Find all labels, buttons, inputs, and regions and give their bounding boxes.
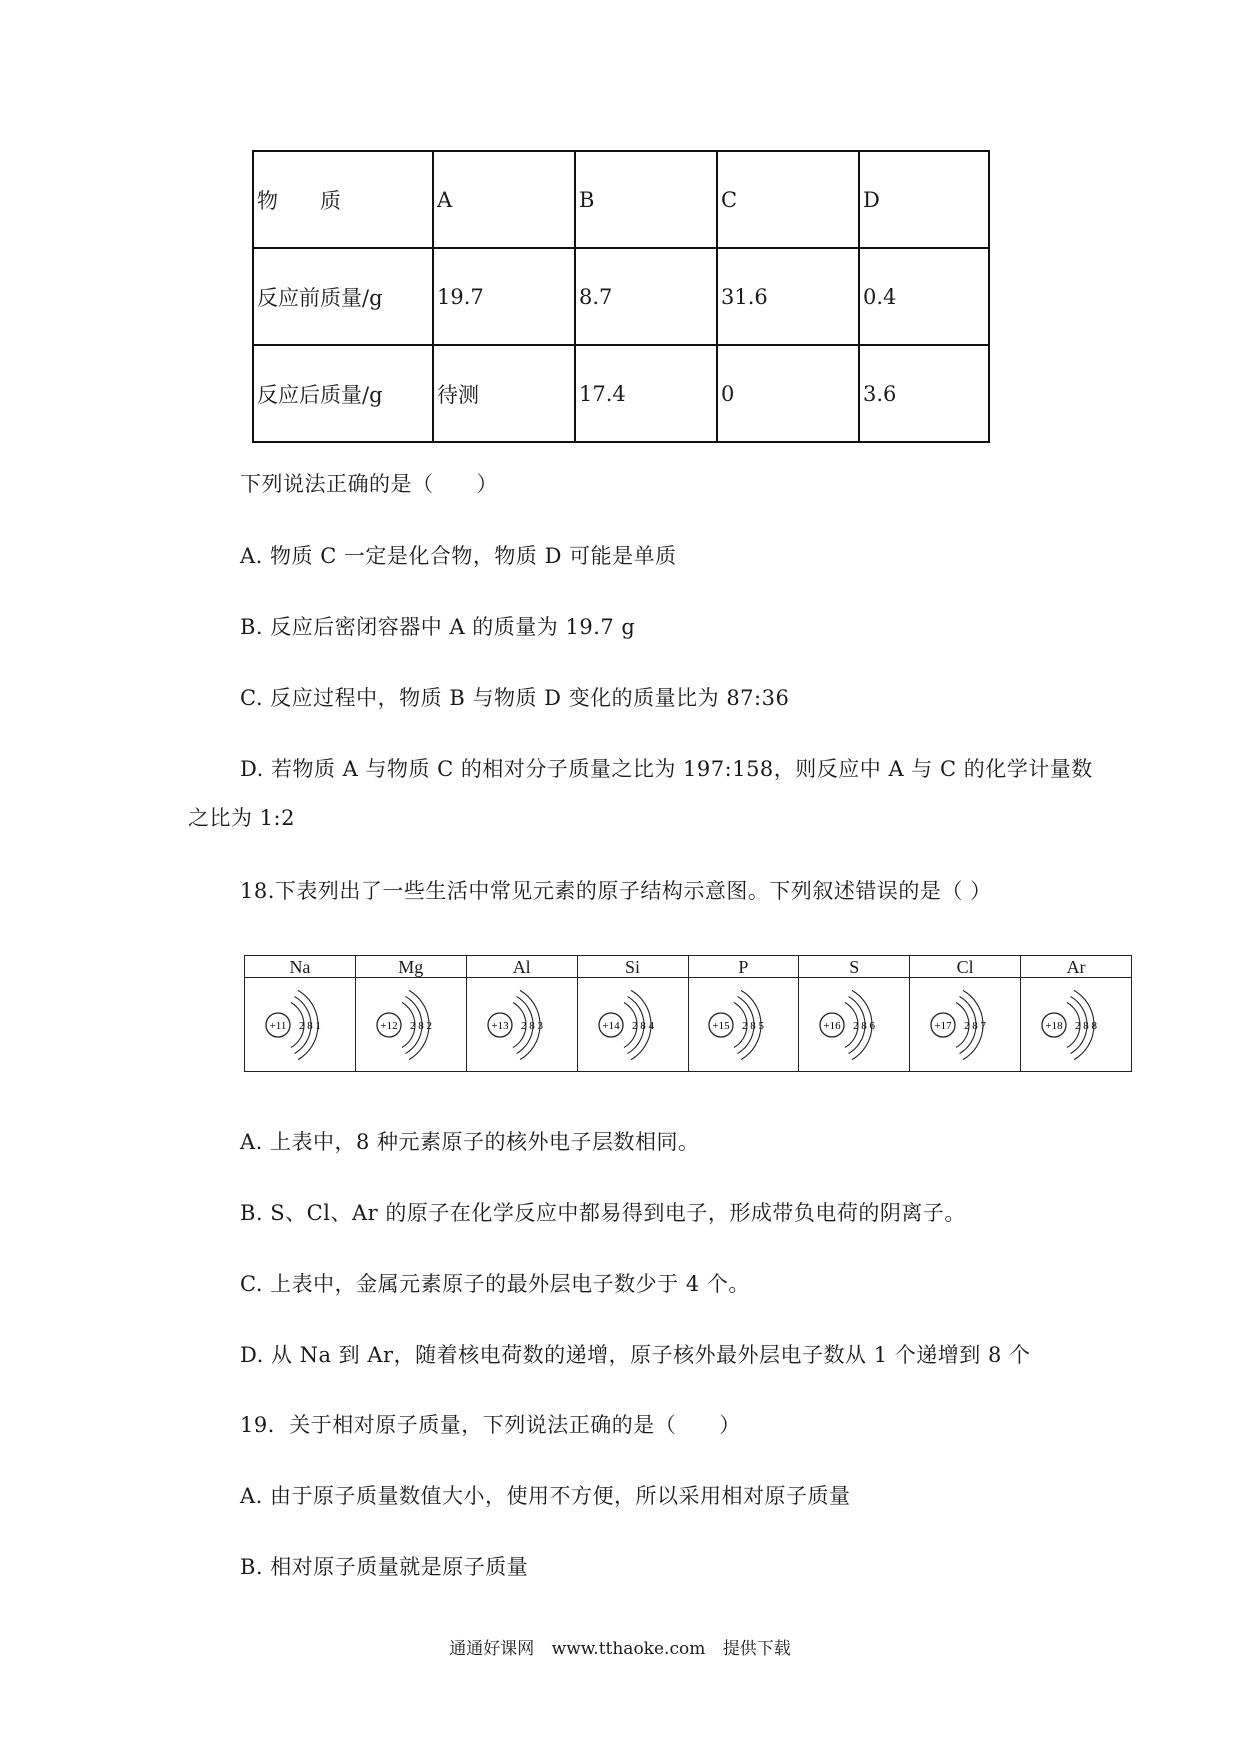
q19-option-a: A. 由于原子质量数值大小，使用不方便，所以采用相对原子质量 [240, 1484, 851, 1508]
atom-structure-diagram [593, 985, 673, 1065]
table-cell: 反应后质量/g [253, 345, 433, 442]
nucleus-charge: +16 [823, 1019, 841, 1032]
atom-structure-diagram [703, 985, 783, 1065]
atom-structure-diagram [925, 985, 1005, 1065]
nucleus-charge: +11 [269, 1019, 287, 1032]
atom-diagram-cell [245, 978, 356, 1072]
electron-shell-counts: 2 8 6 [853, 1019, 876, 1032]
table-cell: A [433, 151, 575, 248]
atom-structure-diagram [814, 985, 894, 1065]
q18-option-d: D. 从 Na 到 Ar，随着核电荷数的递增，原子核外最外层电子数从 1 个递增到 8 个 [240, 1343, 1031, 1367]
footer [0, 1634, 1240, 1659]
table-cell: B [575, 151, 717, 248]
atom-diagram-cell [910, 978, 1021, 1072]
atom-structure-diagram [371, 985, 451, 1065]
table-cell: 19.7 [433, 248, 575, 345]
q19-stem: 19．关于相对原子质量，下列说法正确的是（ ） [240, 1413, 741, 1437]
table-cell: 反应前质量/g [253, 248, 433, 345]
element-symbol: S [799, 956, 910, 978]
atom-structure-diagram [482, 985, 562, 1065]
q17-option-d-continued: 之比为 1:2 [188, 806, 295, 830]
table-cell: 8.7 [575, 248, 717, 345]
atom-diagram-cell [577, 978, 688, 1072]
atom-structure-diagram [1036, 985, 1116, 1065]
atom-diagram-cell [355, 978, 466, 1072]
nucleus-charge: +15 [712, 1019, 731, 1032]
element-symbol: Si [577, 956, 688, 978]
electron-shell-counts: 2 8 5 [742, 1019, 765, 1032]
footer-site: 通通好课网 [449, 1639, 535, 1659]
q17-option-a: A. 物质 C 一定是化合物，物质 D 可能是单质 [240, 544, 677, 568]
element-symbol: Ar [1021, 956, 1132, 978]
q18-option-c: C. 上表中，金属元素原子的最外层电子数少于 4 个。 [240, 1272, 750, 1296]
nucleus-charge: +12 [380, 1019, 398, 1032]
element-symbol: P [688, 956, 799, 978]
atom-structure-table [244, 955, 1132, 1072]
element-symbol: Na [245, 956, 356, 978]
mass-table [252, 150, 990, 443]
nucleus-charge: +18 [1045, 1019, 1063, 1032]
electron-shell-counts: 2 8 8 [1075, 1019, 1098, 1032]
table-row [245, 956, 1132, 978]
table-row [253, 248, 989, 345]
element-symbol: Al [466, 956, 577, 978]
footer-note: 提供下载 [722, 1639, 791, 1659]
table-row [245, 978, 1132, 1072]
table-row [253, 151, 989, 248]
table-cell: 3.6 [859, 345, 989, 442]
footer-url[interactable]: www.tthaoke.com [551, 1639, 706, 1659]
electron-shell-counts: 2 8 4 [631, 1019, 654, 1032]
q19-option-b: B. 相对原子质量就是原子质量 [240, 1555, 529, 1579]
electron-shell-counts: 2 8 3 [520, 1019, 543, 1032]
q18-option-a: A. 上表中，8 种元素原子的核外电子层数相同。 [240, 1130, 700, 1154]
q17-stem: 下列说法正确的是（ ） [240, 472, 498, 496]
atom-diagram-cell [1021, 978, 1132, 1072]
table-cell: 17.4 [575, 345, 717, 442]
atom-diagram-cell [688, 978, 799, 1072]
table-cell: C [717, 151, 859, 248]
table-cell: 0.4 [859, 248, 989, 345]
q17-option-c: C. 反应过程中，物质 B 与物质 D 变化的质量比为 87:36 [240, 686, 790, 710]
table-cell: 物 质 [253, 151, 433, 248]
electron-shell-counts: 2 8 1 [298, 1019, 321, 1032]
table-cell: 0 [717, 345, 859, 442]
table-cell: 待测 [433, 345, 575, 442]
electron-shell-counts: 2 8 2 [409, 1019, 432, 1032]
table-row [253, 345, 989, 442]
q17-option-d: D. 若物质 A 与物质 C 的相对分子质量之比为 197:158，则反应中 A 与 C 的化学计量数 [240, 757, 1093, 781]
electron-shell-counts: 2 8 7 [964, 1019, 987, 1032]
atom-diagram-cell [799, 978, 910, 1072]
atom-diagram-cell [466, 978, 577, 1072]
element-symbol: Mg [355, 956, 466, 978]
nucleus-charge: +14 [601, 1019, 620, 1032]
table-cell: 31.6 [717, 248, 859, 345]
nucleus-charge: +13 [491, 1019, 509, 1032]
atom-structure-diagram [260, 985, 340, 1065]
q18-stem: 18.下表列出了一些生活中常见元素的原子结构示意图。下列叙述错误的是（ ） [240, 879, 992, 903]
q17-option-b: B. 反应后密闭容器中 A 的质量为 19.7 g [240, 615, 636, 639]
q18-option-b: B. S、Cl、Ar 的原子在化学反应中都易得到电子，形成带负电荷的阴离子。 [240, 1201, 966, 1225]
element-symbol: Cl [910, 956, 1021, 978]
nucleus-charge: +17 [934, 1019, 952, 1032]
table-cell: D [859, 151, 989, 248]
